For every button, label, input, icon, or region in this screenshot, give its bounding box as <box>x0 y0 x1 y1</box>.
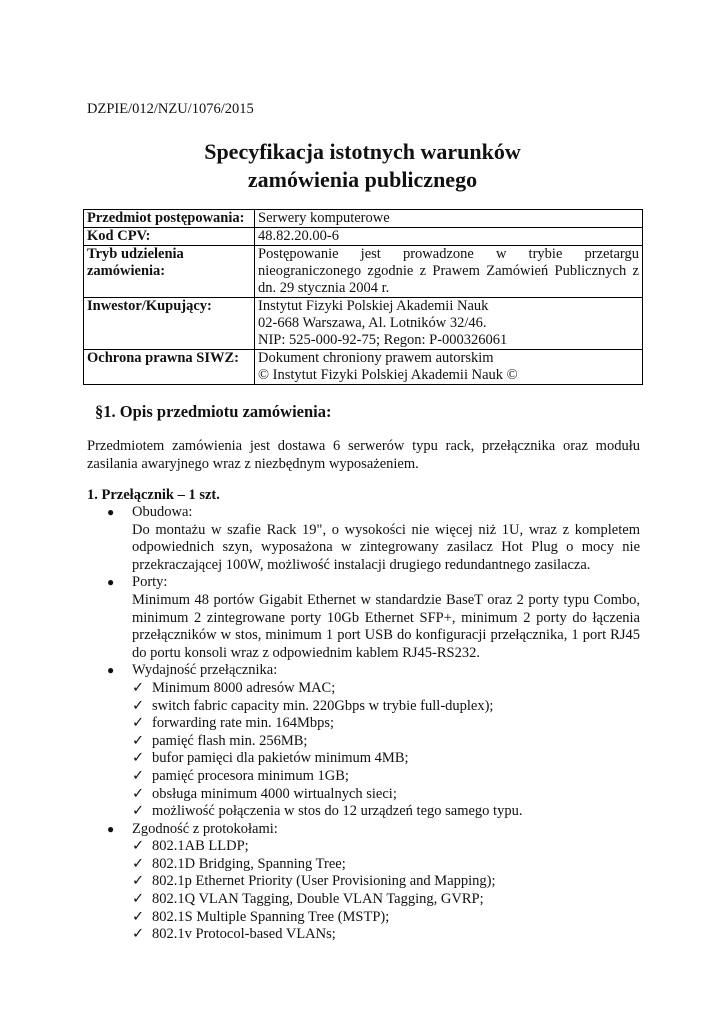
check-item <box>87 909 640 927</box>
table-value: 48.82.20.00-6 <box>255 228 643 246</box>
list-item <box>87 504 640 522</box>
bullet-icon: ● <box>107 505 115 519</box>
table-row <box>84 350 643 385</box>
intro-paragraph: Przedmiotem zamówienia jest dostawa 6 serwerów typu rack, przełącznika oraz modułu zasilania awaryjnego wraz z niezbędnym wyposażeniem. <box>87 438 640 472</box>
checkmark-icon: ✓ <box>132 679 145 696</box>
check-item <box>87 891 640 909</box>
checkmark-icon: ✓ <box>132 803 145 820</box>
check-text: pamięć flash min. 256MB; <box>152 732 308 749</box>
check-text: pamięć procesora minimum 1GB; <box>152 767 349 784</box>
check-item <box>87 733 640 751</box>
check-item <box>87 926 640 944</box>
table-key: Kod CPV: <box>84 228 255 246</box>
check-text: 802.1D Bridging, Spanning Tree; <box>152 855 346 872</box>
list-item <box>87 662 640 680</box>
document-title-line-1: Specyfikacja istotnych warunków <box>204 139 521 164</box>
check-text: możliwość połączenia w stos do 12 urządzeń tego samego typu. <box>152 803 523 820</box>
section-heading: §1. Opis przedmiotu zamówienia: <box>95 402 332 421</box>
check-text: 802.1Q VLAN Tagging, Double VLAN Tagging, GVRP; <box>152 891 484 908</box>
checkmark-icon: ✓ <box>132 926 145 943</box>
checkmark-icon: ✓ <box>132 855 145 872</box>
checkmark-icon: ✓ <box>132 908 145 925</box>
check-item <box>87 873 640 891</box>
checkmark-icon: ✓ <box>132 715 145 732</box>
spec-text: Do montażu w szafie Rack 19", o wysokości nie więcej niż 1U, wraz z kompletem odpowiednich szyn, wyposażona w zintegrowany zasilacz Hot Plug o mocy nie przekraczającej 100W, możliwość instalacji drugiego redundantnego zasilacza. <box>132 521 640 573</box>
check-text: bufor pamięci dla pakietów minimum 4MB; <box>152 750 409 767</box>
check-item <box>87 698 640 716</box>
table-key: Przedmiot postępowania: <box>84 210 255 228</box>
check-item <box>87 838 640 856</box>
value-line: Instytut Fizyki Polskiej Akademii Nauk <box>258 298 489 314</box>
list-item <box>87 821 640 839</box>
check-item <box>87 715 640 733</box>
value-line: © Instytut Fizyki Polskiej Akademii Nauk © <box>258 367 518 383</box>
spec-label: Wydajność przełącznika: <box>132 662 278 679</box>
check-text: switch fabric capacity min. 220Gbps w trybie full-duplex); <box>152 697 494 714</box>
table-value: Postępowanie jest prowadzone w trybie przetargu nieograniczonego zgodnie z Prawem Zamówień Publicznych z dn. 29 stycznia 2004 r. <box>255 246 643 298</box>
spec-label: Obudowa: <box>132 504 193 520</box>
table-row <box>84 228 643 246</box>
checkmark-icon: ✓ <box>132 697 145 714</box>
check-item <box>87 750 640 768</box>
checkmark-icon: ✓ <box>132 785 145 802</box>
document-title-line-2: zamówienia publicznego <box>247 167 478 192</box>
spec-text: Minimum 48 portów Gigabit Ethernet w standardzie BaseT oraz 2 porty typu Combo, minimum 2 zintegrowane porty 10Gb Ethernet SFP+, minimum 2 porty do łączenia przełączników w stos, minimum 1 port USB do konfiguracji przełącznika, 1 port RJ45 do portu konsoli wraz z odpowiednim kablem RJ45-RS232. <box>132 591 640 661</box>
table-value <box>255 350 643 385</box>
check-text: obsługa minimum 4000 wirtualnych sieci; <box>152 785 397 802</box>
check-text: Minimum 8000 adresów MAC; <box>152 679 336 696</box>
item-heading: 1. Przełącznik – 1 szt. <box>87 487 220 503</box>
check-text: 802.1v Protocol-based VLANs; <box>152 926 336 943</box>
check-item <box>87 803 640 821</box>
value-line: NIP: 525-000-92-75; Regon: P-000326061 <box>258 332 508 348</box>
checkmark-icon: ✓ <box>132 873 145 890</box>
checkmark-icon: ✓ <box>132 767 145 784</box>
check-item <box>87 680 640 698</box>
table-row <box>84 298 643 350</box>
check-text: 802.1S Multiple Spanning Tree (MSTP); <box>152 908 390 925</box>
spec-label: Porty: <box>132 574 168 591</box>
table-row <box>84 246 643 298</box>
check-item <box>87 768 640 786</box>
table-value <box>255 298 643 350</box>
table-row <box>84 210 643 228</box>
value-line: Dokument chroniony prawem autorskim <box>258 350 494 366</box>
table-key: Ochrona prawna SIWZ: <box>84 350 255 385</box>
checkmark-icon: ✓ <box>132 891 145 908</box>
check-text: forwarding rate min. 164Mbps; <box>152 715 335 732</box>
bullet-icon: ● <box>107 663 115 678</box>
checkmark-icon: ✓ <box>132 732 145 749</box>
bullet-icon: ● <box>107 575 115 590</box>
check-item <box>87 856 640 874</box>
checkmark-icon: ✓ <box>132 750 145 767</box>
check-text: 802.1p Ethernet Priority (User Provisioning and Mapping); <box>152 873 496 890</box>
table-key: Tryb udzielenia zamówienia: <box>84 246 255 298</box>
list-item <box>87 574 640 592</box>
spec-list <box>87 504 640 944</box>
check-text: 802.1AB LLDP; <box>152 838 249 855</box>
bullet-icon: ● <box>107 821 115 836</box>
table-value: Serwery komputerowe <box>255 210 643 228</box>
info-table <box>83 209 643 385</box>
document-reference: DZPIE/012/NZU/1076/2015 <box>87 101 254 117</box>
table-key: Inwestor/Kupujący: <box>84 298 255 350</box>
check-item <box>87 786 640 804</box>
value-line: 02-668 Warszawa, Al. Lotników 32/46. <box>258 315 487 331</box>
spec-label: Zgodność z protokołami: <box>132 820 278 837</box>
checkmark-icon: ✓ <box>132 838 145 855</box>
